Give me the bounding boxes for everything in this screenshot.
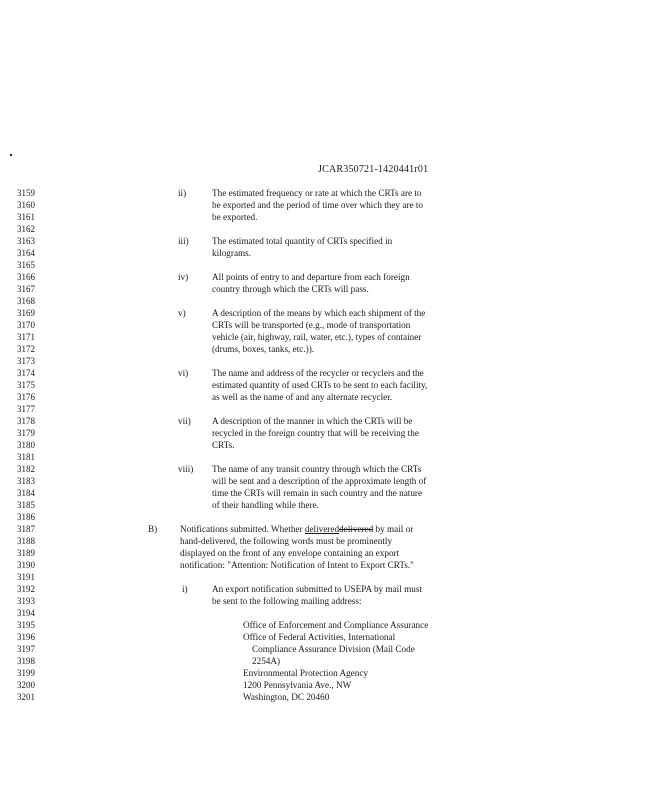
line-number: 3186	[17, 512, 35, 522]
inserted-text: delivered	[304, 524, 340, 534]
line-number: 3184	[17, 488, 35, 498]
item-text-line: The estimated total quantity of CRTs specified in	[212, 236, 393, 246]
item-text-line: CRTs will be transported (e.g., mode of transportation	[212, 320, 411, 330]
line-number: 3173	[17, 356, 35, 366]
address-line: 1200 Pennsylvania Ave., NW	[243, 680, 352, 690]
item-text-line: The name and address of the recycler or recyclers and the	[212, 368, 424, 378]
item-text-line: recycled in the foreign country that will be receiving the	[212, 428, 419, 438]
line-number: 3191	[17, 572, 35, 582]
line-number: 3168	[17, 296, 35, 306]
line-number: 3182	[17, 464, 35, 474]
line-number: 3199	[17, 668, 35, 678]
line-number: 3188	[17, 536, 35, 546]
item-text-line: of their handling while there.	[212, 500, 319, 510]
section-text-line: notification: "Attention: Notification of Intent to Export CRTs."	[180, 560, 414, 570]
item-text-line: be exported.	[212, 212, 258, 222]
line-number: 3187	[17, 524, 35, 534]
line-number: 3185	[17, 500, 35, 510]
line-number: 3176	[17, 392, 35, 402]
item-marker: vii)	[178, 416, 191, 426]
address-line: Environmental Protection Agency	[243, 668, 369, 678]
line-number: 3195	[17, 620, 35, 630]
line-number: 3200	[17, 680, 35, 690]
line-number: 3172	[17, 344, 35, 354]
line-number: 3160	[17, 200, 35, 210]
item-text-line: be sent to the following mailing address:	[212, 596, 362, 606]
address-line: Office of Enforcement and Compliance Assurance	[243, 620, 429, 630]
item-marker: v)	[178, 308, 186, 318]
line-number: 3197	[17, 644, 35, 654]
item-text-line: A description of the manner in which the CRTs will be	[212, 416, 413, 426]
item-text-line: time the CRTs will remain in such country and the nature	[212, 488, 423, 498]
scan-speck	[10, 154, 12, 156]
line-number: 3201	[17, 692, 35, 702]
item-text-line: The name of any transit country through which the CRTs	[212, 464, 422, 474]
line-number: 3161	[17, 212, 35, 222]
item-text-line: A description of the means by which each shipment of the	[212, 308, 426, 318]
section-text-post: by mail or	[373, 524, 414, 534]
item-text-line: be exported and the period of time over which they are to	[212, 200, 423, 210]
address-line: Compliance Assurance Division (Mail Code	[252, 644, 415, 654]
item-marker: iii)	[178, 236, 189, 246]
line-number: 3180	[17, 440, 35, 450]
section-text-line	[180, 524, 413, 535]
item-marker: i)	[182, 584, 188, 594]
item-text-line: kilograms.	[212, 248, 252, 258]
item-marker: viii)	[178, 464, 194, 474]
item-marker: ii)	[178, 188, 187, 198]
line-number: 3177	[17, 404, 35, 414]
document-id: JCAR350721-1420441r01	[318, 164, 429, 175]
line-number: 3194	[17, 608, 35, 618]
address-line: 2254A)	[252, 656, 281, 666]
line-number: 3166	[17, 272, 35, 282]
item-text-line: (drums, boxes, tanks, etc.)).	[212, 344, 315, 354]
line-number: 3198	[17, 656, 35, 666]
section-text-pre: Notifications submitted. Whether	[180, 524, 305, 534]
line-number: 3165	[17, 260, 35, 270]
item-text-line: All points of entry to and departure from each foreign	[212, 272, 410, 282]
line-number: 3190	[17, 560, 35, 570]
address-line: Washington, DC 20460	[243, 692, 330, 702]
line-number: 3174	[17, 368, 35, 378]
line-number: 3159	[17, 188, 35, 198]
line-number: 3169	[17, 308, 35, 318]
line-number: 3179	[17, 428, 35, 438]
line-number: 3192	[17, 584, 35, 594]
section-text-line: displayed on the front of any envelope containing an export	[180, 548, 400, 558]
line-number: 3171	[17, 332, 35, 342]
item-text-line: as well as the name of and any alternate recycler.	[212, 392, 393, 402]
line-number: 3181	[17, 452, 35, 462]
item-text-line: will be sent and a description of the approximate length of	[212, 476, 427, 486]
line-number: 3163	[17, 236, 35, 246]
line-number: 3196	[17, 632, 35, 642]
line-number: 3193	[17, 596, 35, 606]
section-marker: B)	[148, 524, 158, 534]
address-line: Office of Federal Activities, International	[243, 632, 396, 642]
section-text-line: hand-delivered, the following words must be prominently	[180, 536, 393, 546]
item-marker: vi)	[178, 368, 189, 378]
item-text-line: CRTs.	[212, 440, 235, 450]
line-number: 3175	[17, 380, 35, 390]
line-number: 3183	[17, 476, 35, 486]
item-text-line: vehicle (air, highway, rail, water, etc.), types of container	[212, 332, 422, 342]
line-number: 3162	[17, 224, 35, 234]
line-number: 3189	[17, 548, 35, 558]
line-number: 3164	[17, 248, 35, 258]
item-text-line: country through which the CRTs will pass.	[212, 284, 369, 294]
item-text-line: estimated quantity of used CRTs to be sent to each facility,	[212, 380, 428, 390]
item-text-line: An export notification submitted to USEPA by mail must	[212, 584, 422, 594]
line-number: 3178	[17, 416, 35, 426]
line-number: 3170	[17, 320, 35, 330]
item-text-line: The estimated frequency or rate at which the CRTs are to	[212, 188, 422, 198]
deleted-text: delivered	[339, 524, 374, 534]
line-number: 3167	[17, 284, 35, 294]
item-marker: iv)	[178, 272, 189, 282]
